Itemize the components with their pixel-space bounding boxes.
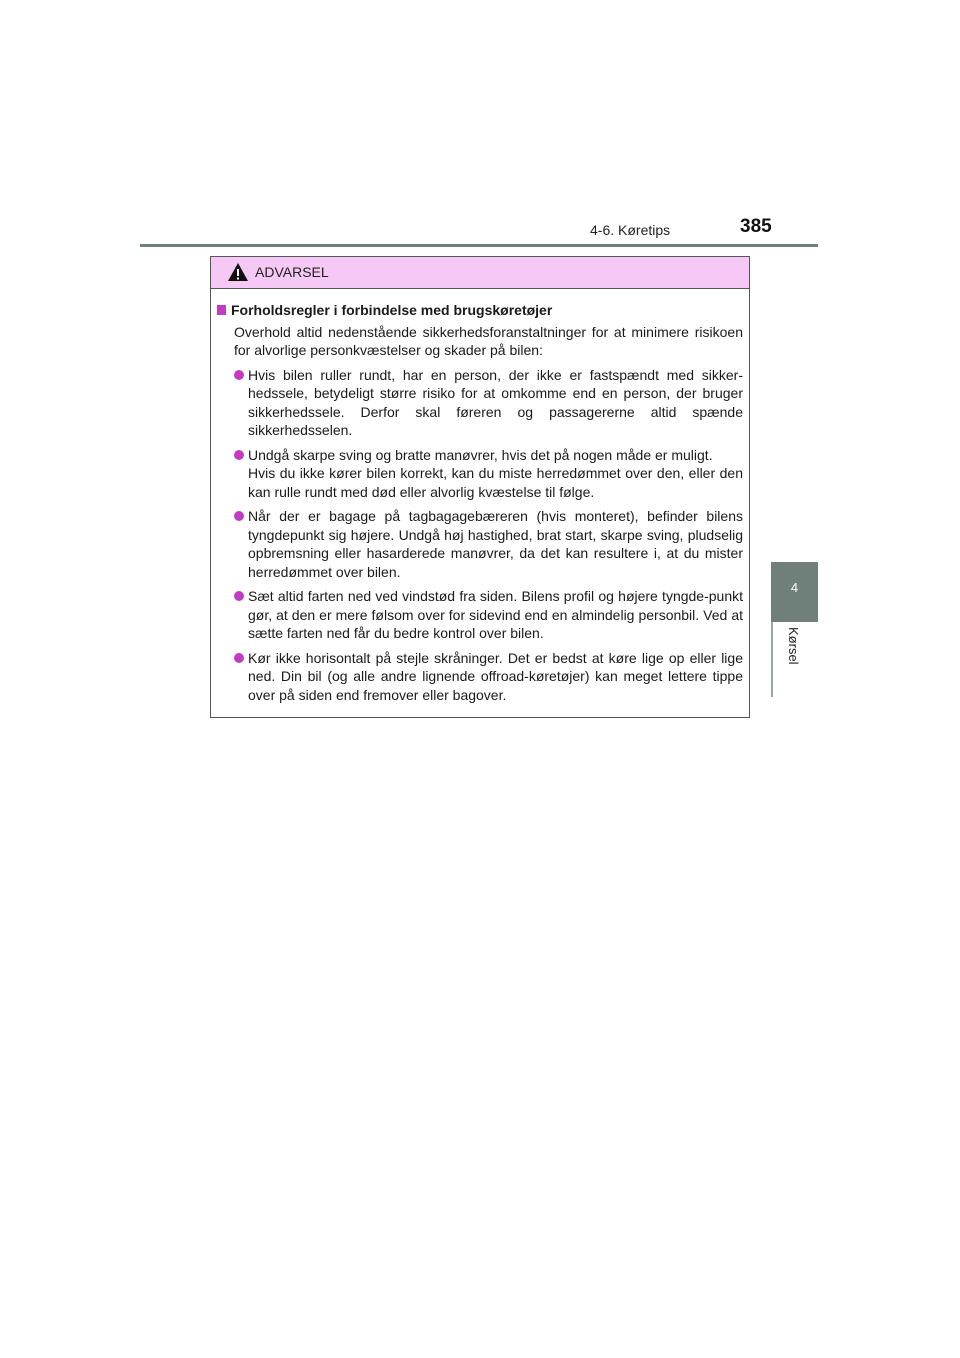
warning-title: ADVARSEL xyxy=(255,264,329,280)
warning-list xyxy=(217,366,743,705)
list-item xyxy=(217,587,743,643)
chapter-tab xyxy=(771,562,818,622)
list-item-text: Når der er bagage på tagbagagebæreren (hvis monteret), befinder bilens tyngdepunkt sig højere. Undgå høj hastighed, brat start, skarpe sving, pludselig opbremsning eller hasarderede manøvrer, da det kan resultere i, at du mister herredømmet over bilen. xyxy=(248,508,743,580)
list-item xyxy=(217,446,743,502)
chapter-label: Kørsel xyxy=(786,627,801,665)
warning-box xyxy=(210,256,750,718)
warning-body xyxy=(211,289,749,704)
warning-triangle-icon xyxy=(227,262,249,282)
list-item-text: Sæt altid farten ned ved vindstød fra siden. Bilens profil og højere tyngde-punkt gør, at den er mere følsom over for sidevind end en almindelig personbil. Ved at sætte farten ned får du bedre kontrol over bilen. xyxy=(248,588,743,641)
chapter-tab-divider xyxy=(771,622,773,697)
list-item xyxy=(217,507,743,581)
bullet-dot-icon xyxy=(234,370,244,380)
list-item xyxy=(217,649,743,705)
bullet-dot-icon xyxy=(234,591,244,601)
warning-header xyxy=(211,257,749,289)
page-number: 385 xyxy=(740,216,772,237)
list-item-text-continued: Hvis du ikke kører bilen korrekt, kan du miste herredømmet over den, eller den kan rulle rundt med død eller alvorlig kvæstelse til følge. xyxy=(248,465,743,500)
header-divider xyxy=(140,244,818,247)
section-title-text: Forholdsregler i forbindelse med brugskøretøjer xyxy=(231,302,553,318)
list-item xyxy=(217,366,743,440)
intro-paragraph: Overhold altid nedenstående sikkerhedsforanstaltninger for at minimere risikoen for alvorlige personkvæstelser og skader på bilen: xyxy=(234,323,743,358)
section-title xyxy=(217,301,743,320)
bullet-dot-icon xyxy=(234,450,244,460)
chapter-number: 4 xyxy=(790,580,799,595)
square-bullet-icon xyxy=(217,305,226,315)
running-header-section: 4-6. Køretips xyxy=(590,222,671,238)
list-item-text: Hvis bilen ruller rundt, har en person, der ikke er fastspændt med sikker-hedssele, betydeligt større risiko for at omkomme end en person, der bruger sikkerhedssele. Derfor skal føreren og passagererne altid spænde sikkerhedsselen. xyxy=(248,366,743,438)
bullet-dot-icon xyxy=(234,511,244,521)
list-item-text: Kør ikke horisontalt på stejle skråninger. Det er bedst at køre lige op eller lige ned. Din bil (og alle andre lignende offroad-køretøjer) kan meget lettere tippe over på siden end fremover eller bagover. xyxy=(248,649,743,703)
list-item-text: Undgå skarpe sving og bratte manøvrer, hvis det på nogen måde er muligt. xyxy=(248,446,713,463)
bullet-dot-icon xyxy=(234,653,244,663)
